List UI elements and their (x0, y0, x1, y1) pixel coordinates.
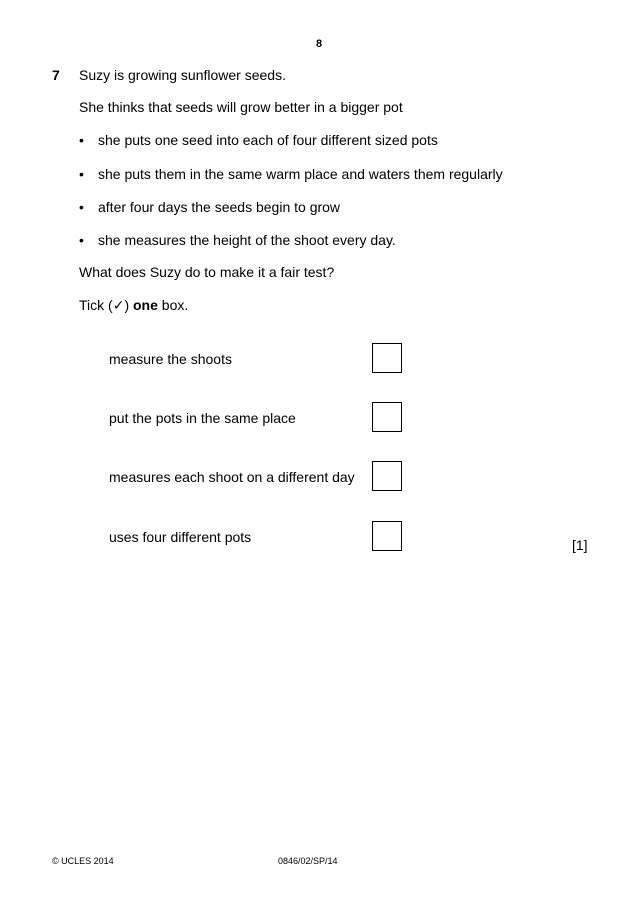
bullet-dot: • (79, 132, 84, 148)
footer-copyright: © UCLES 2014 (52, 856, 114, 866)
bullet-item: she puts them in the same warm place and waters them regularly (98, 166, 503, 182)
option-label: put the pots in the same place (109, 410, 296, 426)
option-label: uses four different pots (109, 529, 252, 545)
bullet-item: she puts one seed into each of four different sized pots (98, 132, 438, 148)
page-number: 8 (315, 38, 323, 50)
bullet-item: after four days the seeds begin to grow (98, 199, 341, 215)
bullet-dot: • (79, 199, 84, 215)
instruction-suffix: box. (157, 297, 189, 313)
instruction-middle: ) (124, 297, 133, 313)
tick-mark-icon: ✓ (112, 297, 125, 313)
option-tick-box[interactable] (372, 343, 402, 373)
bullet-item: she measures the height of the shoot every day. (98, 232, 396, 248)
marks-label: [1] (572, 537, 588, 553)
instruction-emphasis: one (133, 297, 158, 313)
question-hypothesis: She thinks that seeds will grow better in a bigger pot (79, 99, 403, 115)
bullet-dot: • (79, 232, 84, 248)
footer-paper-code: 0846/02/SP/14 (278, 856, 338, 866)
question-number: 7 (52, 67, 60, 83)
instruction-prefix: Tick ( (79, 297, 113, 313)
option-tick-box[interactable] (372, 521, 402, 551)
question-prompt: What does Suzy do to make it a fair test? (79, 264, 335, 280)
option-label: measures each shoot on a different day (109, 469, 355, 485)
option-tick-box[interactable] (372, 461, 402, 491)
option-label: measure the shoots (109, 351, 232, 367)
question-intro: Suzy is growing sunflower seeds. (79, 67, 286, 83)
bullet-dot: • (79, 166, 84, 182)
tick-instruction (79, 297, 188, 313)
option-tick-box[interactable] (372, 402, 402, 432)
